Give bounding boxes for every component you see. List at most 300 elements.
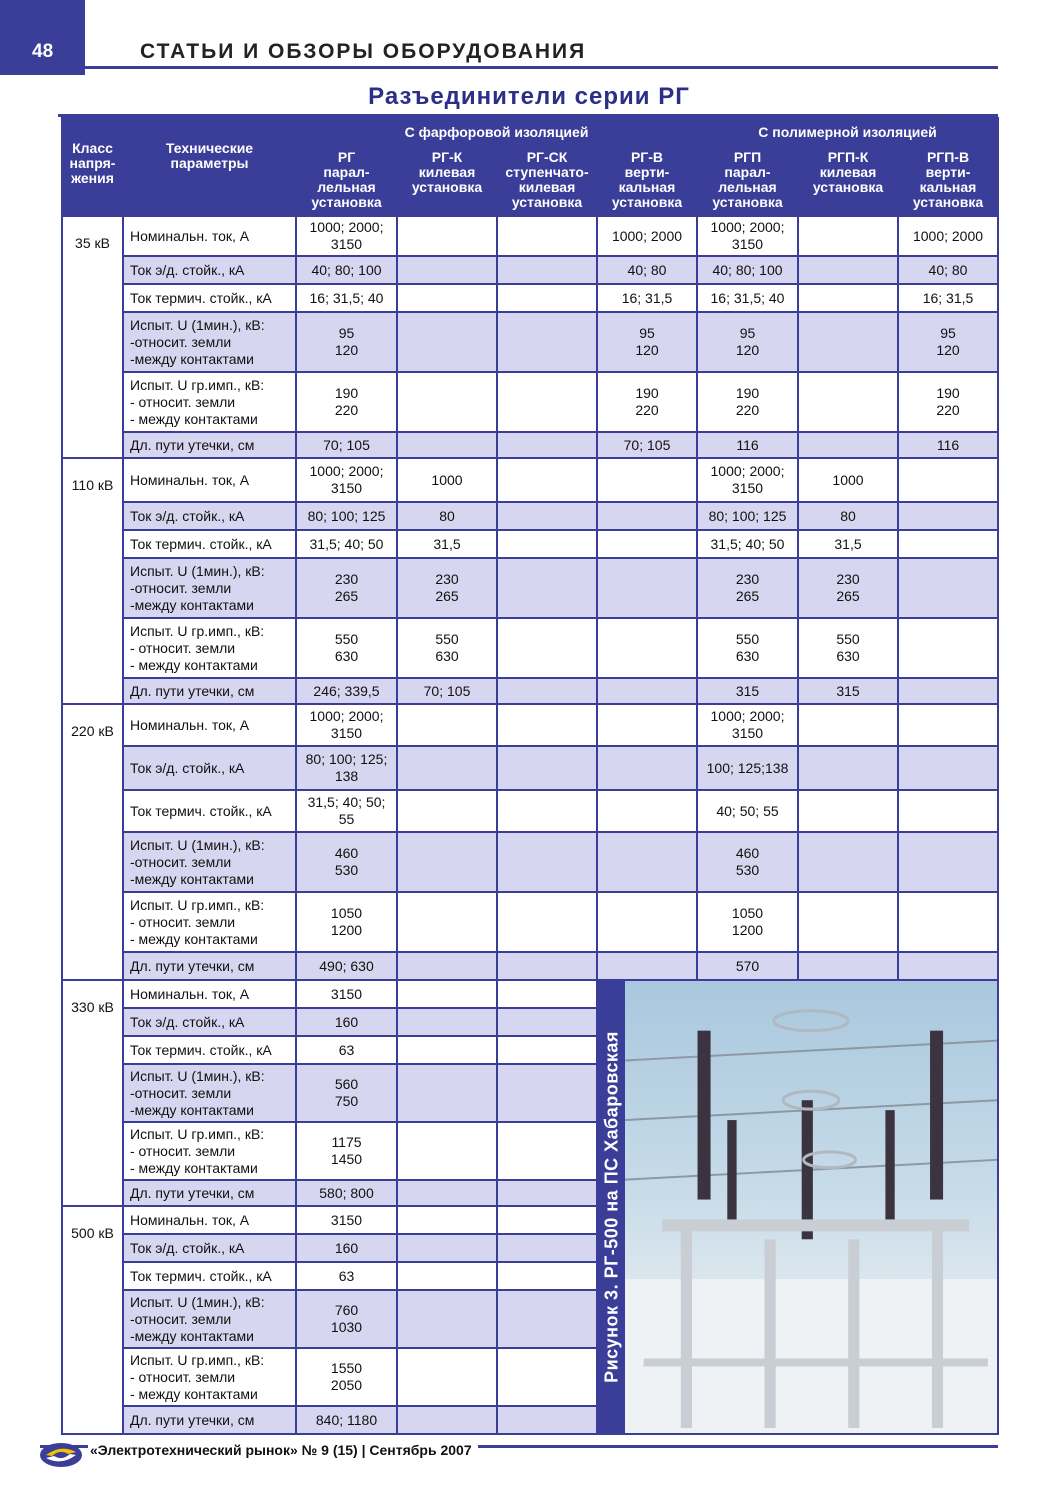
value-cell [798,432,898,458]
value-cell [697,256,798,284]
cell-text: 80; 100; 125; [305,751,388,767]
photo-caption-strip [598,981,625,1433]
cell-text: 1000; 2000; [710,708,785,724]
value-cell [397,284,497,312]
value-cell [597,892,697,952]
value-cell [798,558,898,618]
param-label [123,704,296,746]
value-cell [497,1406,597,1434]
cell-text: лельная [718,179,777,195]
cell-text: 580; 800 [319,1184,374,1201]
table-row [62,618,998,678]
value-cell [497,704,597,746]
value-cell [296,1234,397,1262]
value-cell [397,1122,497,1180]
header-type-5 [798,146,898,216]
cell-text: 220 [334,402,359,418]
cell-text: Дл. пути утечки, см [130,1184,255,1201]
value-cell [497,530,597,558]
cell-text: 230 [735,571,760,587]
value-cell [898,432,998,458]
param-label [123,1180,296,1206]
cell-text: 3150 [330,480,363,496]
cell-text: РГ-В [630,149,664,165]
cell-text: 230 [334,571,359,587]
cell-text: 220 [936,402,960,418]
cell-text: Технические [165,140,254,156]
value-cell [898,502,998,530]
param-label [123,1122,296,1180]
cell-text: 750 [334,1093,359,1109]
value-cell [397,892,497,952]
cell-text: 1550 [330,1360,363,1376]
table-row [62,892,998,952]
cell-text: 1200 [731,922,764,938]
cell-text: 1030 [330,1319,363,1335]
value-cell [798,312,898,372]
table-row [62,980,998,1008]
cell-text: 70; 105 [423,682,471,699]
cell-text: -относит. земли [130,853,232,870]
value-cell [296,558,397,618]
param-label [123,530,296,558]
cell-text: -между контактами [130,870,254,887]
cell-text: кальная [618,179,676,195]
cell-text: 550 [735,631,760,647]
cell-text: 3150 [330,985,363,1002]
cell-text: 95 [338,325,355,341]
cell-text: 116 [736,436,759,453]
value-cell [898,256,998,284]
value-cell [697,790,798,832]
value-cell [798,704,898,746]
cell-text: 630 [334,648,359,664]
cell-text: напря- [69,155,116,171]
cell-text: парал- [323,164,370,180]
value-cell [296,372,397,432]
cell-text: 1450 [330,1151,363,1167]
value-cell [497,1180,597,1206]
cell-text: парал- [724,164,771,180]
cell-text: 230 [435,571,459,587]
value-cell [497,256,597,284]
value-cell [798,618,898,678]
cell-text: РГ-К [431,149,463,165]
value-cell [296,502,397,530]
cell-text: 80 [840,507,856,524]
cell-text: 80 [439,507,455,524]
cell-text: 31,5; 40; 50; [307,794,386,810]
table-row [62,284,998,312]
value-cell [397,1234,497,1262]
param-label [123,980,296,1008]
value-cell [497,892,597,952]
value-cell [296,1262,397,1290]
value-cell [296,790,397,832]
value-cell [597,372,697,432]
cell-text: 550 [334,631,359,647]
value-cell [898,458,998,502]
cell-text: 1000 [431,471,463,488]
cell-text: 265 [334,588,359,604]
value-cell [898,678,998,704]
param-label [123,892,296,952]
cell-text: 1000; 2000; [309,219,384,235]
value-cell [697,530,798,558]
param-label [123,1348,296,1406]
value-cell [296,746,397,790]
value-cell [597,952,697,980]
cell-text: 230 [836,571,860,587]
cell-text: 40; 80 [928,261,968,278]
cell-text: 1000; 2000; [710,219,785,235]
cell-text: установка [311,194,382,210]
table-row [62,832,998,892]
value-cell [397,832,497,892]
cell-text: 630 [435,648,459,664]
value-cell [397,1262,497,1290]
value-cell [697,678,798,704]
table-row [62,530,998,558]
cell-text: - относит. земли [130,639,236,656]
cell-text: установка [511,194,583,210]
value-cell [898,832,998,892]
table-row [62,256,998,284]
cell-text: 138 [334,768,359,784]
cell-text: 55 [338,811,355,827]
document-title: Разъединители серии РГ [368,83,690,110]
value-cell [397,1348,497,1406]
cell-text: 160 [334,1013,359,1030]
value-cell [697,312,798,372]
cell-text: 120 [936,342,960,358]
value-cell [296,256,397,284]
cell-text: -относит. земли [130,1310,232,1327]
param-label [123,1406,296,1434]
cell-text: - между контактами [130,1159,258,1176]
value-cell [497,1206,597,1234]
value-cell [497,980,597,1008]
cell-text: лельная [317,179,376,195]
value-cell [296,1406,397,1434]
value-cell [898,530,998,558]
value-cell [597,746,697,790]
value-cell [898,892,998,952]
cell-text: Ток э/д. стойк., кА [130,759,245,776]
cell-text: 530 [334,862,359,878]
cell-text: 31,5; 40; 50 [710,535,785,552]
table-row [62,558,998,618]
value-cell [397,1290,497,1348]
cell-text: установка [912,194,984,210]
param-label [123,832,296,892]
value-cell [497,432,597,458]
cell-text: 2050 [330,1377,363,1393]
cell-text: 70; 105 [323,436,370,453]
cell-text: 630 [836,648,860,664]
page-number: 48 [0,0,85,75]
spec-table [61,117,999,1435]
param-label [123,558,296,618]
cell-text: 265 [735,588,760,604]
cell-text: 190 [735,385,760,401]
table-row [62,746,998,790]
cell-text: 3150 [330,236,363,252]
value-cell [597,678,697,704]
cell-text: 220 [735,402,760,418]
value-cell [497,284,597,312]
value-cell [697,832,798,892]
value-cell [697,746,798,790]
param-label [123,746,296,790]
cell-text: кальная [919,179,977,195]
value-cell [798,372,898,432]
value-cell [697,618,798,678]
table-row [62,458,998,502]
param-label [123,372,296,432]
value-cell [597,530,697,558]
cell-text: -относит. земли [130,333,232,350]
value-cell [497,502,597,530]
param-label [123,1064,296,1122]
cell-text: 1050 [330,905,363,921]
cell-text: Ток термич. стойк., кА [130,1267,272,1284]
value-cell [497,1234,597,1262]
value-cell [497,678,597,704]
value-cell [296,458,397,502]
cell-text: килевая [518,179,576,195]
value-cell [898,790,998,832]
cell-text: Испыт. U (1мин.), кВ: [130,316,265,333]
cell-text: 63 [338,1267,355,1284]
cell-text: - между контактами [130,410,258,427]
value-cell [497,1348,597,1406]
table-row [62,216,998,256]
value-cell [497,952,597,980]
value-cell [898,952,998,980]
cell-text: 80; 100; 125 [708,507,787,524]
voltage-class: 110 кВ [62,458,123,704]
value-cell [296,1008,397,1036]
cell-text: - относит. земли [130,393,236,410]
value-cell [697,372,798,432]
value-cell [397,530,497,558]
value-cell [697,216,798,256]
header-polymer: С полимерной изоляцией [697,118,998,146]
cell-text: 840; 1180 [315,1411,378,1428]
value-cell [296,530,397,558]
cell-text: Ток э/д. стойк., кА [130,1013,245,1030]
value-cell [697,952,798,980]
cell-text: Испыт. U гр.имп., кВ: [130,1125,265,1142]
cell-text: Испыт. U гр.имп., кВ: [130,896,265,913]
param-label [123,1290,296,1348]
value-cell [497,618,597,678]
value-cell [798,458,898,502]
cell-text: 95 [940,325,956,341]
cell-text: 3150 [731,725,764,741]
value-cell [497,832,597,892]
value-cell [597,312,697,372]
value-cell [798,216,898,256]
cell-text: - между контактами [130,930,258,947]
value-cell [397,1064,497,1122]
cell-text: 315 [836,682,860,699]
cell-text: Ток э/д. стойк., кА [130,261,245,278]
value-cell [597,216,697,256]
cell-text: 16; 31,5; 40 [710,289,785,306]
cell-text: Дл. пути утечки, см [130,436,255,453]
voltage-class: 500 кВ [62,1206,123,1434]
value-cell [296,1180,397,1206]
cell-text: Ток термич. стойк., кА [130,535,272,552]
value-cell [497,1036,597,1064]
value-cell [296,832,397,892]
table-row [62,312,998,372]
value-cell [397,790,497,832]
cell-text: - между контактами [130,1385,258,1402]
value-cell [397,256,497,284]
value-cell [898,216,998,256]
value-cell [296,1348,397,1406]
param-label [123,432,296,458]
param-label [123,952,296,980]
cell-text: 40; 50; 55 [716,802,779,819]
cell-text: 3150 [330,725,363,741]
cell-text: 1000; 2000 [912,227,984,244]
cell-text: 265 [435,588,459,604]
cell-text: килевая [418,164,476,180]
cell-text: 40; 80; 100 [311,261,382,278]
cell-text: 570 [735,957,760,974]
cell-text: Испыт. U (1мин.), кВ: [130,1293,265,1310]
cell-text: -между контактами [130,350,254,367]
value-cell [597,502,697,530]
cell-text: 120 [635,342,659,358]
value-cell [397,704,497,746]
value-cell [397,1406,497,1434]
value-cell [497,312,597,372]
cell-text: - между контактами [130,656,258,673]
cell-text: Класс [72,140,113,156]
cell-text: РГП-В [926,149,970,165]
param-label [123,678,296,704]
header-params [123,118,296,216]
cell-text: Испыт. U гр.имп., кВ: [130,622,265,639]
cell-text: 460 [735,845,760,861]
value-cell [296,1290,397,1348]
table-row [62,432,998,458]
value-cell [898,618,998,678]
value-cell [497,746,597,790]
cell-text: 190 [635,385,659,401]
cell-text: РГП-К [827,149,869,165]
value-cell [296,952,397,980]
cell-text: 265 [836,588,860,604]
cell-text: -между контактами [130,1327,254,1344]
cell-text: Номинальн. ток, А [130,985,250,1002]
value-cell [497,558,597,618]
value-cell [697,502,798,530]
value-cell [597,704,697,746]
cell-text: 16; 31,5 [621,289,673,306]
value-cell [397,1008,497,1036]
cell-text: верти- [624,164,670,180]
value-cell [798,284,898,312]
cell-text: параметры [170,155,249,171]
cell-text: - относит. земли [130,1142,236,1159]
value-cell [497,1008,597,1036]
value-cell [296,980,397,1008]
value-cell [697,704,798,746]
header-type-6 [898,146,998,216]
voltage-class: 35 кВ [62,216,123,458]
param-label [123,256,296,284]
value-cell [898,284,998,312]
cell-text: -между контактами [130,1101,254,1118]
value-cell [798,952,898,980]
cell-text: Испыт. U гр.имп., кВ: [130,1351,265,1368]
cell-text: 1000; 2000; [309,708,384,724]
cell-text: 16; 31,5; 40 [309,289,384,306]
voltage-class: 330 кВ [62,980,123,1206]
cell-text: Дл. пути утечки, см [130,957,255,974]
param-label [123,216,296,256]
table-row [62,502,998,530]
cell-text: 550 [836,631,860,647]
value-cell [296,1206,397,1234]
cell-text: 460 [334,845,359,861]
value-cell [397,1036,497,1064]
cell-text: установка [812,179,884,195]
table-row [62,790,998,832]
photo-figure [597,980,998,1434]
cell-text: установка [611,194,683,210]
cell-text: 550 [435,631,459,647]
cell-text: ступенчато- [505,164,589,180]
cell-text: -между контактами [130,596,254,613]
cell-text: -относит. земли [130,579,232,596]
param-label [123,1206,296,1234]
header-type-2 [497,146,597,216]
cell-text: Испыт. U (1мин.), кВ: [130,836,265,853]
cell-text: 760 [334,1302,359,1318]
cell-text: 80; 100; 125 [307,507,386,524]
param-label [123,502,296,530]
cell-text: 3150 [731,480,764,496]
cell-text: - относит. земли [130,1368,236,1385]
value-cell [397,432,497,458]
value-cell [798,530,898,558]
value-cell [697,558,798,618]
cell-text: РГ [337,149,356,165]
cell-text: - относит. земли [130,913,236,930]
table-row [62,952,998,980]
value-cell [597,256,697,284]
value-cell [296,312,397,372]
cell-text: 1000 [832,471,864,488]
value-cell [898,558,998,618]
value-cell [296,892,397,952]
cell-text: 100; 125;138 [706,759,789,776]
value-cell [697,432,798,458]
value-cell [397,618,497,678]
cell-text: 1000; 2000; [309,463,384,479]
cell-text: 246; 339,5 [313,682,380,699]
cell-text: Испыт. U (1мин.), кВ: [130,1067,265,1084]
table-row [62,372,998,432]
cell-text: верти- [925,164,971,180]
